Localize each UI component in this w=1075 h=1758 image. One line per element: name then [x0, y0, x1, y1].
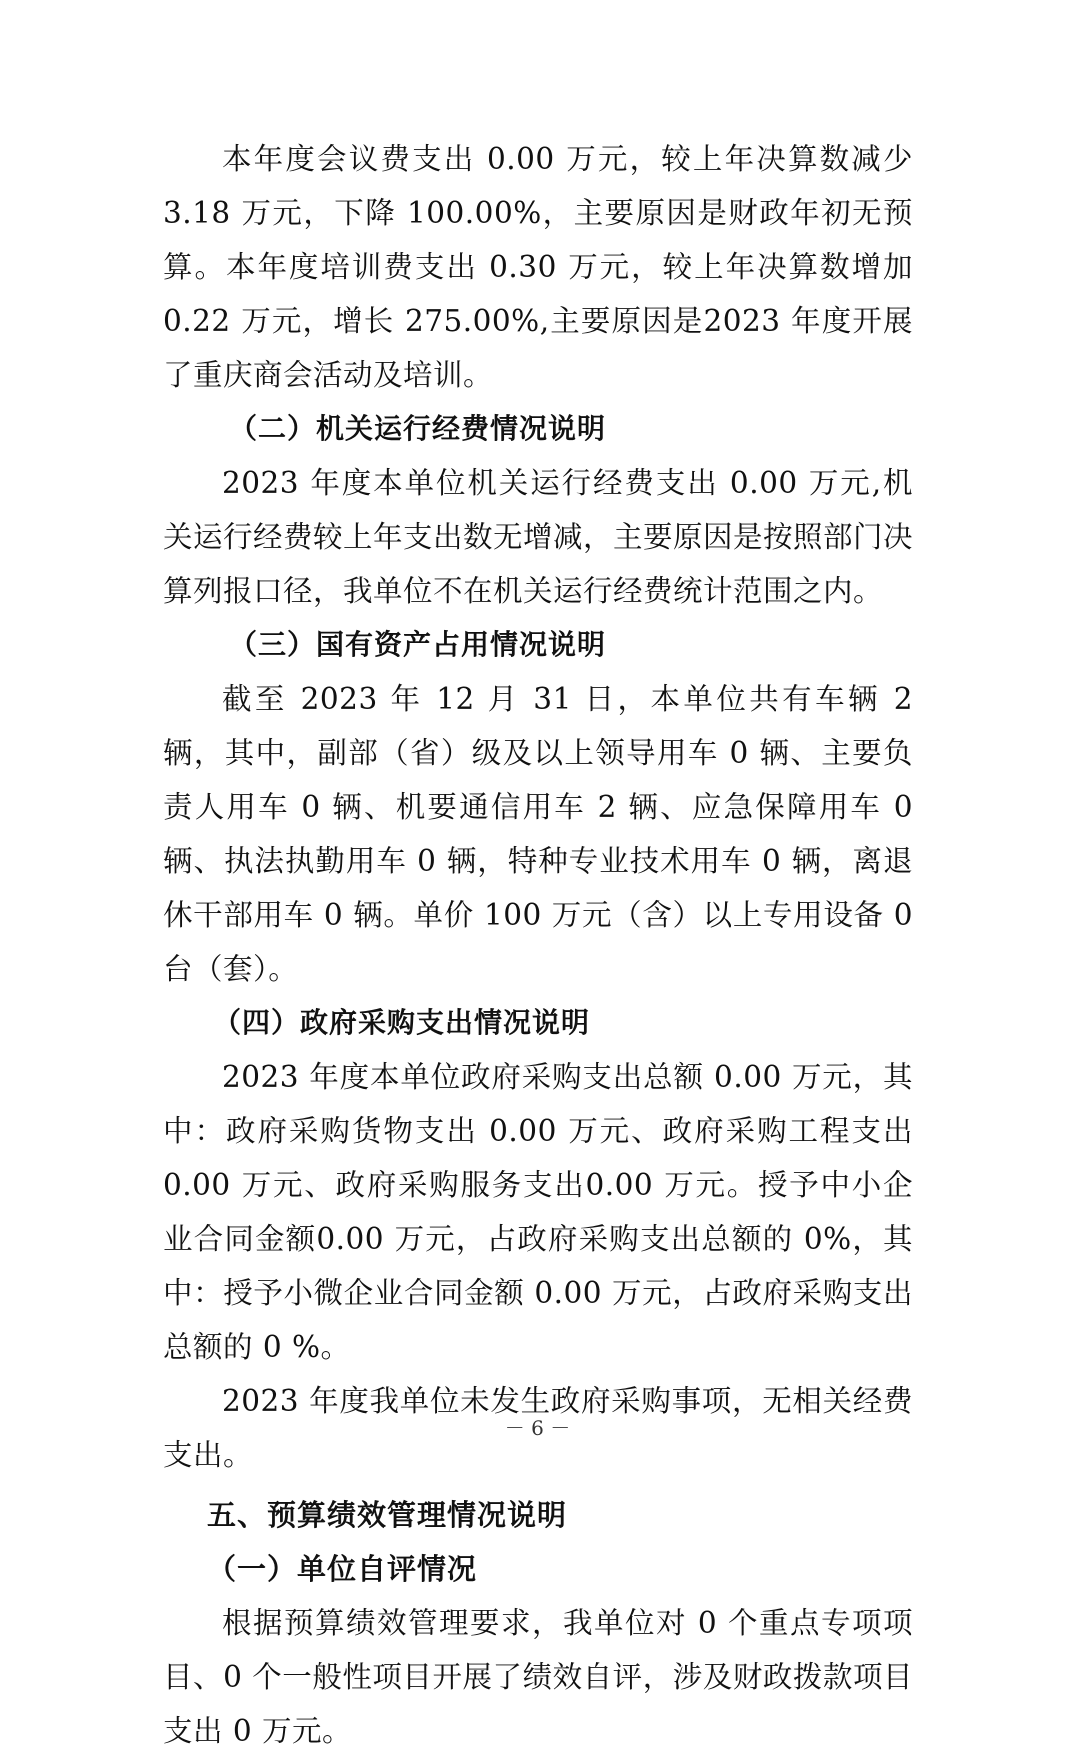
- heading-state-assets: （三）国有资产占用情况说明: [229, 628, 607, 661]
- heading-budget-performance: 五、预算绩效管理情况说明: [207, 1498, 568, 1532]
- paragraph-meeting-training-fees: 本年度会议费支出 0.00 万元，较上年决算数减少 3.18 万元，下降 100.00%，主要原因是财政年初无预算。本年度培训费支出 0.30 万元，较上年决算数增加 0.22 万元，增长 275.00%,主要原因是2023 年度开展了重庆商会活动及培训。: [163, 142, 913, 392]
- paragraph-government-procurement: 2023 年度本单位政府采购支出总额 0.00 万元，其中：政府采购货物支出 0.00 万元、政府采购工程支出 0.00 万元、政府采购服务支出0.00 万元。授予中小企业合同金额0.00 万元，占政府采购支出总额的 0%，其中：授予小微企业合同金额 0.00 万元，占政府采购支出总额的 0 %。: [163, 1060, 914, 1364]
- page-number: － 6 －: [504, 1416, 571, 1440]
- heading-government-procurement: （四）政府采购支出情况说明: [213, 1006, 591, 1039]
- paragraph-self-evaluation: 根据预算绩效管理要求，我单位对 0 个重点专项项目、0 个一般性项目开展了绩效自评，涉及财政拨款项目支出 0 万元。: [163, 1606, 913, 1748]
- paragraph-state-assets: 截至 2023 年 12 月 31 日，本单位共有车辆 2 辆，其中，副部（省）级及以上领导用车 0 辆、主要负责人用车 0 辆、机要通信用车 2 辆、应急保障用车 0 辆、执法执勤用车 0 辆，特种专业技术用车 0 辆，离退休干部用车 0 辆。单价 100 万元（含）以上专用设备 0 台（套）。: [163, 682, 913, 986]
- paragraph-no-procurement: 2023 年度我单位未发生政府采购事项，无相关经费支出。: [163, 1384, 913, 1472]
- paragraph-operating-expenses: 2023 年度本单位机关运行经费支出 0.00 万元,机关运行经费较上年支出数无增减，主要原因是按照部门决算列报口径，我单位不在机关运行经费统计范围之内。: [163, 466, 914, 608]
- heading-operating-expenses: （二）机关运行经费情况说明: [229, 412, 607, 445]
- document-body: [163, 132, 913, 1758]
- heading-self-evaluation: （一）单位自评情况: [207, 1552, 478, 1586]
